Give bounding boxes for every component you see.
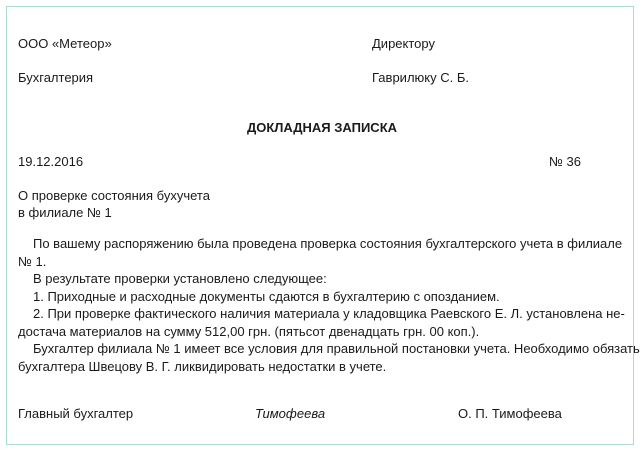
department-name: Бухгалтерия xyxy=(18,70,94,85)
subject-line-2: в филиале № 1 xyxy=(18,205,112,220)
body-line: По вашему распоряжению была проведена проверка состояния бухгалтерского учета в филиале xyxy=(33,236,623,251)
body-line: В результате проверки установлено следующее: xyxy=(33,271,327,286)
document-number: № 36 xyxy=(549,154,582,169)
body-line: достача материалов на сумму 512,00 грн. (пятьсот двенадцать грн. 00 коп.). xyxy=(18,323,480,339)
subject-line-1: О проверке состояния бухучета xyxy=(18,188,210,203)
document-body xyxy=(18,235,640,375)
document-date: 19.12.2016 xyxy=(18,154,84,169)
signer-position: Главный бухгалтер xyxy=(18,406,134,421)
addressee-name: Гаврилюку С. Б. xyxy=(372,70,469,85)
document-title: ДОКЛАДНАЯ ЗАПИСКА xyxy=(246,120,398,135)
addressee-title: Директору xyxy=(372,36,435,51)
body-line: 1. Приходные и расходные документы сдаются в бухгалтерию с опозданием. xyxy=(33,288,500,304)
document-frame xyxy=(6,6,640,445)
signer-name: О. П. Тимофеева xyxy=(458,406,562,421)
body-line: Бухгалтер филиала № 1 имеет все условия для правильной постановки учета. Необходимо обязать xyxy=(33,341,640,356)
body-line: бухгалтера Швецову В. Г. ликвидировать недостатки в учете. xyxy=(18,358,387,374)
body-line: № 1. xyxy=(18,253,47,269)
body-line: 2. При проверке фактического наличия материала у кладовщика Раевского Е. Л. установлена не- xyxy=(33,306,625,321)
handwritten-signature: Тимофеева xyxy=(255,406,326,421)
organization-name: ООО «Метеор» xyxy=(18,36,112,51)
